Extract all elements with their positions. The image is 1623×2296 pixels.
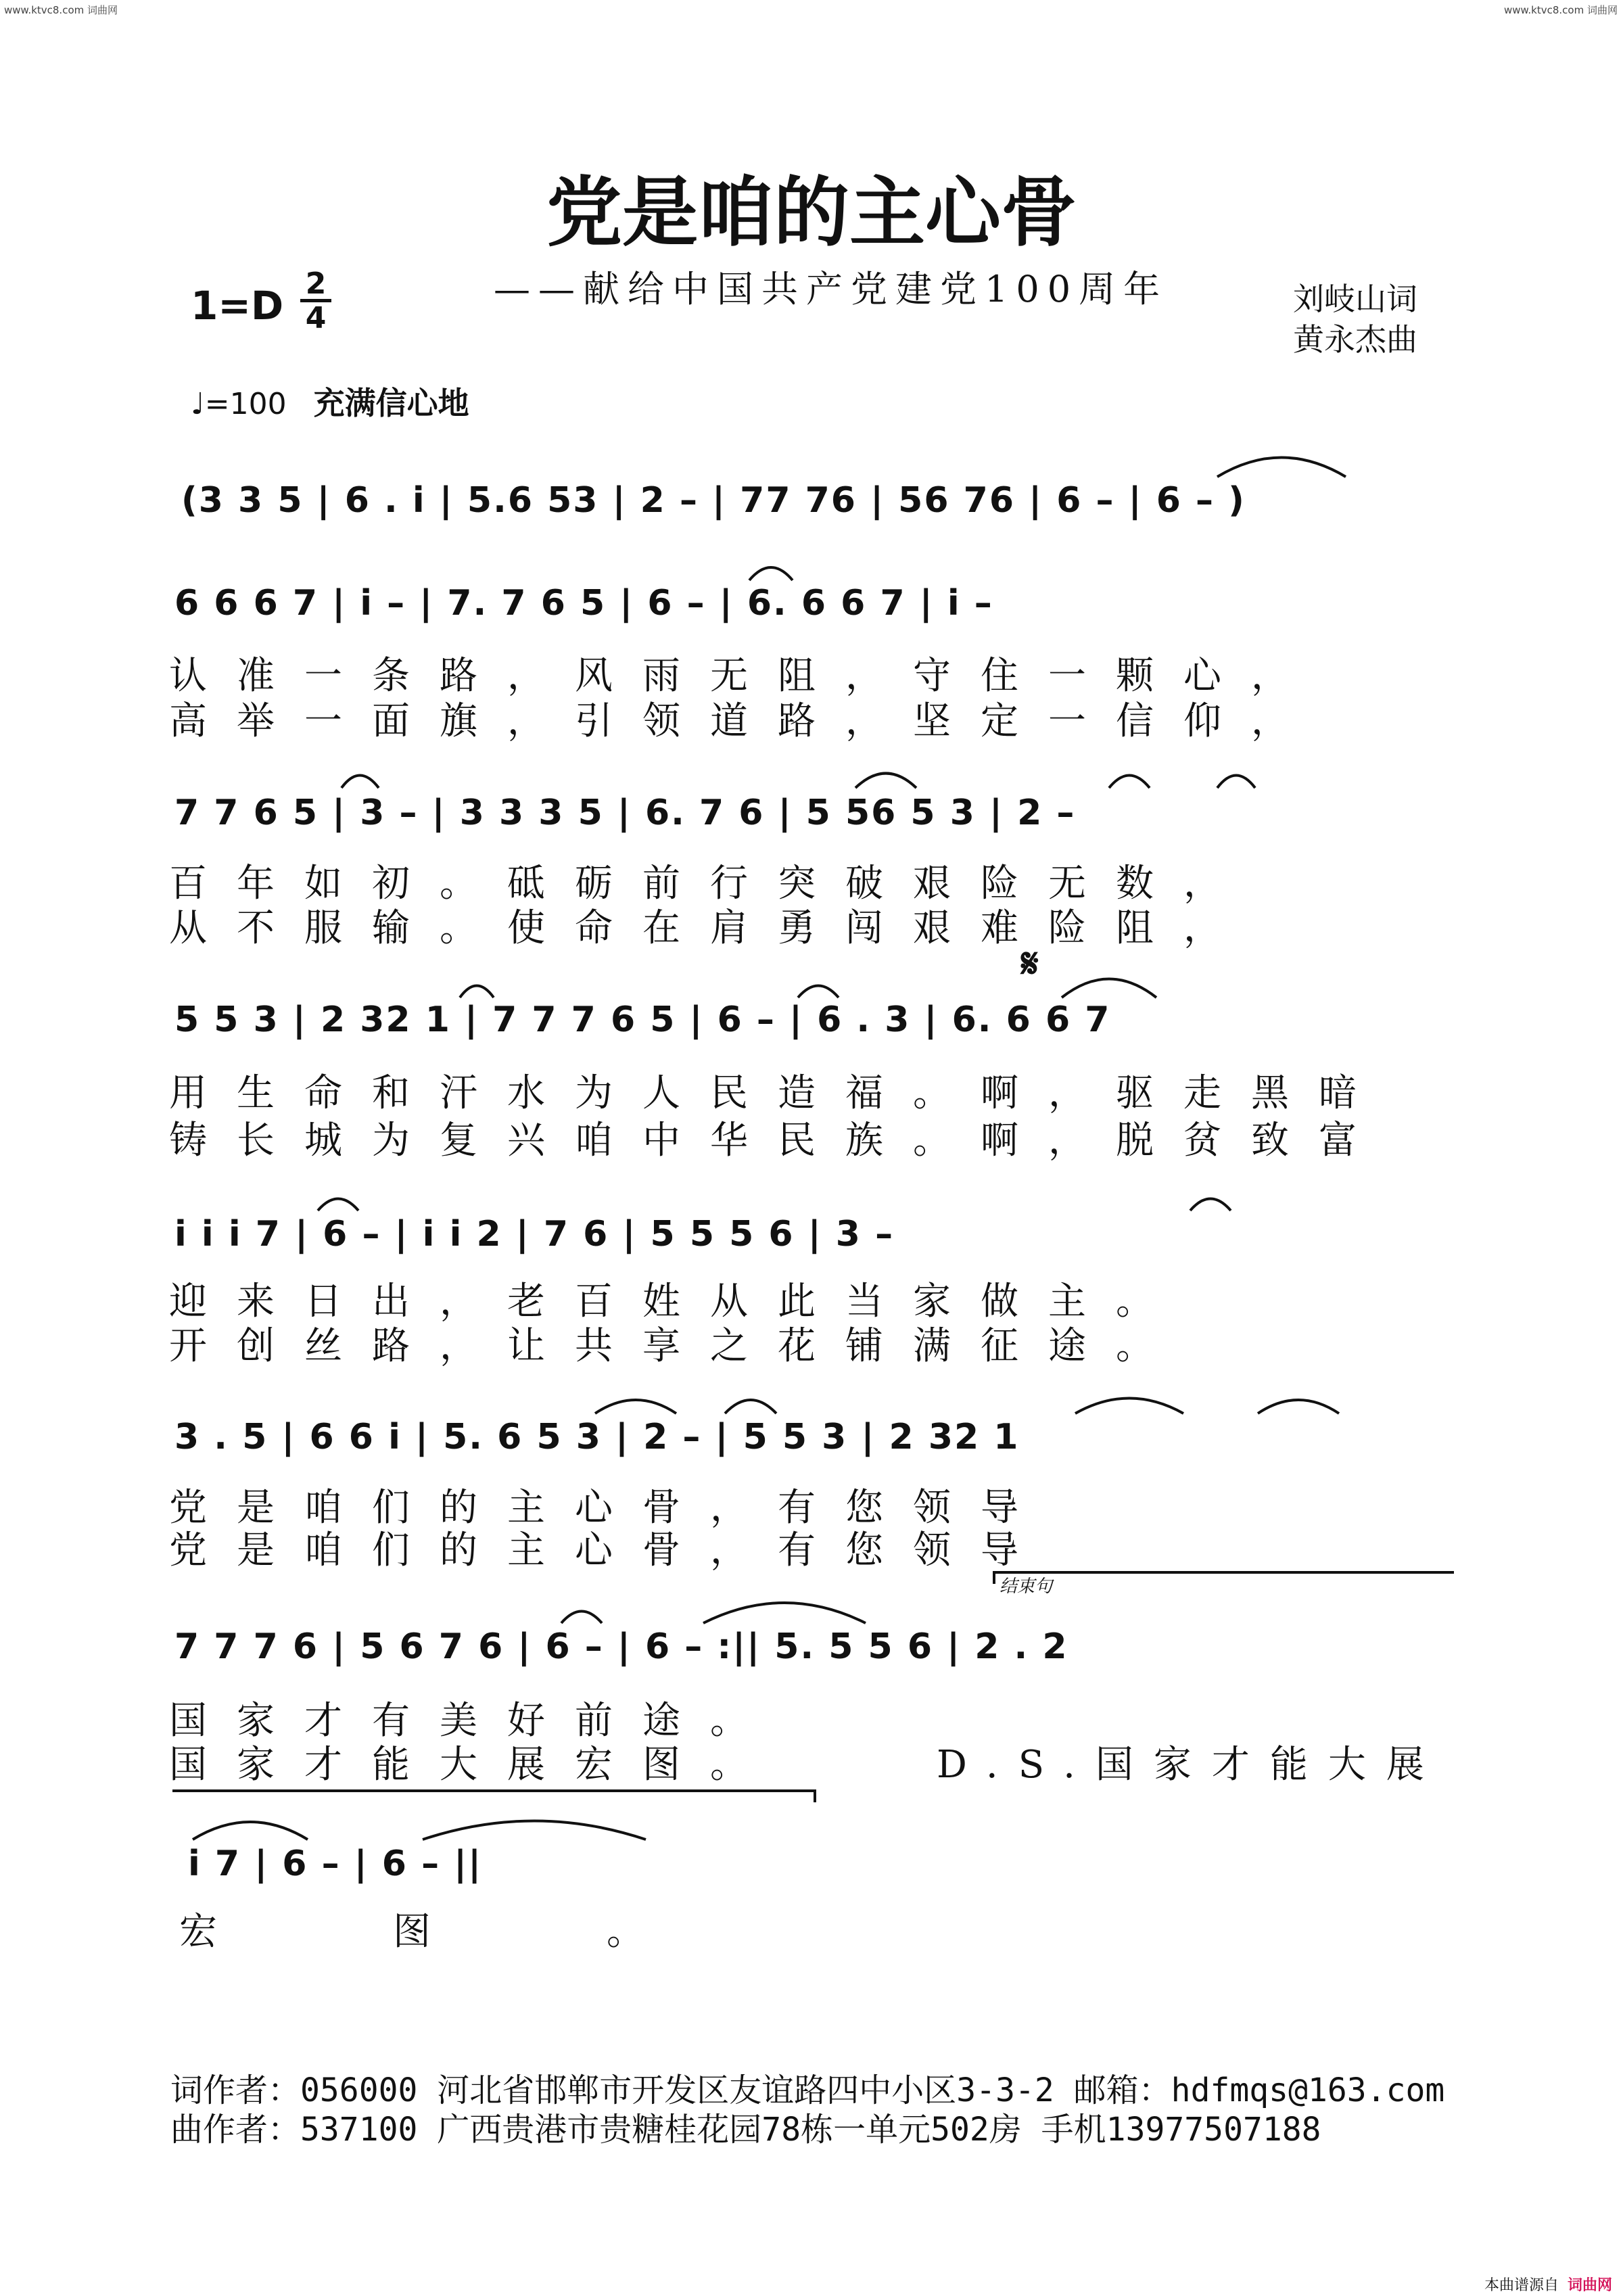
song-title: 党是咱的主心骨 [546,169,1077,257]
watermark-left: www.ktvc8.com 词曲网 [4,4,118,16]
repeat-bracket [172,1791,815,1802]
watermark-right: www.ktvc8.com 词曲网 [1503,4,1618,16]
slur-arc [725,1400,776,1413]
slur-arc [561,1612,602,1624]
tempo-mark: ♩=100 [191,387,287,421]
slur-arc [342,776,379,789]
lyric-line-6a: 党是咱们的主心骨，有您领导 [169,1486,1048,1530]
lyric-line-2b: 高举一面旗，引领道路，坚定一信仰， [169,699,1319,743]
slur-arc [1062,979,1156,998]
slur-arc [855,774,916,789]
ds-lyric: D.S.国家才能大展 [937,1743,1444,1787]
slur-arc [798,986,839,998]
slur-arc [1217,776,1255,789]
notation-line-5: i i i 7 | 6 – | i i 2 | 7 6 | 5 5 5 6 | 3 – [174,1214,895,1255]
composer-credit: 黄永杰曲 [1293,321,1417,358]
slur-arc [1190,1199,1231,1211]
slur-arc [1258,1400,1339,1413]
key-signature: 1=D [191,283,284,329]
end-phrase-label: 结束句 [999,1576,1053,1597]
lyricist-credit: 刘岐山词 [1293,281,1417,317]
lyric-line-7b: 国家才能大展宏图。 [169,1743,778,1787]
composer-address: 曲作者：537100 广西贵港市贵糖桂花园78栋一单元502房 手机13977507188 [170,2111,1321,2149]
lyric-line-8a: 宏图。 [179,1910,820,1954]
time-sig-top: 2 [305,266,327,301]
notation-line-6: 3 . 5 | 6 6 i | 5. 6 5 3 | 2 – | 5 5 3 | 2 32 1 [174,1417,1020,1457]
notation-line-2: 6 6 6 7 | i – | 7. 7 6 5 | 6 – | 6. 6 6 7 | i – [174,583,993,624]
lyric-line-2a: 认准一条路，风雨无阻，守住一颗心， [169,654,1319,698]
lyric-line-4a: 用生命和汗水为人民造福。啊，驱走黑暗 [169,1071,1386,1115]
lyric-line-6b: 党是咱们的主心骨，有您领导 [169,1528,1048,1572]
lyricist-address: 词作者：056000 河北省邯郸市开发区友谊路四中小区3-3-2 邮箱：hdfmqs@163.com [170,2071,1445,2109]
time-sig-bottom: 4 [305,301,327,335]
notation-line-8: i 7 | 6 – | 6 – || [188,1844,483,1884]
source-badge-text: 本曲谱源自 [1484,2277,1559,2294]
lyric-line-4b: 铸长城为复兴咱中华民族。啊，脱贫致富 [169,1119,1386,1163]
notation-line-4: 5 5 3 | 2 32 1 | 7 7 7 6 5 | 6 – | 6 . 3 | 6. 6 6 7 [174,1000,1111,1040]
tie-arc [423,1821,646,1840]
notation-line-7: 7 7 7 6 | 5 6 7 6 | 6 – | 6 – :|| 5. 5 5 6 | 2 . 2 [174,1626,1068,1667]
slur-arc [749,567,793,580]
lyric-line-3a: 百年如初。砥砺前行突破艰险无数， [169,862,1251,906]
segno-sign: 𝄋 [1021,940,1039,987]
lyric-line-5b: 开创丝路，让共享之花铺满征途。 [169,1324,1183,1368]
tie-arc [703,1603,866,1623]
lyric-line-7a: 国家才有美好前途。 [169,1699,778,1743]
end-phrase-bracket [994,1572,1454,1584]
source-badge[interactable] [1484,2274,1612,2295]
slur-arc [595,1400,676,1413]
tie-arc [1217,458,1346,477]
slur-arc [1075,1399,1183,1414]
expression-mark: 充满信心地 [313,385,469,421]
slur-arc [193,1822,308,1840]
lyric-line-5a: 迎来日出，老百姓从此当家做主。 [169,1280,1183,1323]
slur-arc [318,1199,358,1211]
lyric-line-3b: 从不服输。使命在肩勇闯艰难险阻， [169,906,1251,950]
slur-arc [1109,776,1150,789]
slur-arc [460,986,494,998]
notation-line-1: (3 3 5 | 6 . i | 5.6 53 | 2 – | 77 76 | 56 76 | 6 – | 6 – ) [181,480,1246,521]
song-subtitle: ——献给中国共产党建党100周年 [494,268,1169,310]
source-badge-brand[interactable]: 词曲网 [1567,2277,1612,2294]
notation-line-3: 7 7 6 5 | 3 – | 3 3 3 5 | 6. 7 6 | 5 56 5 3 | 2 – [174,793,1076,833]
